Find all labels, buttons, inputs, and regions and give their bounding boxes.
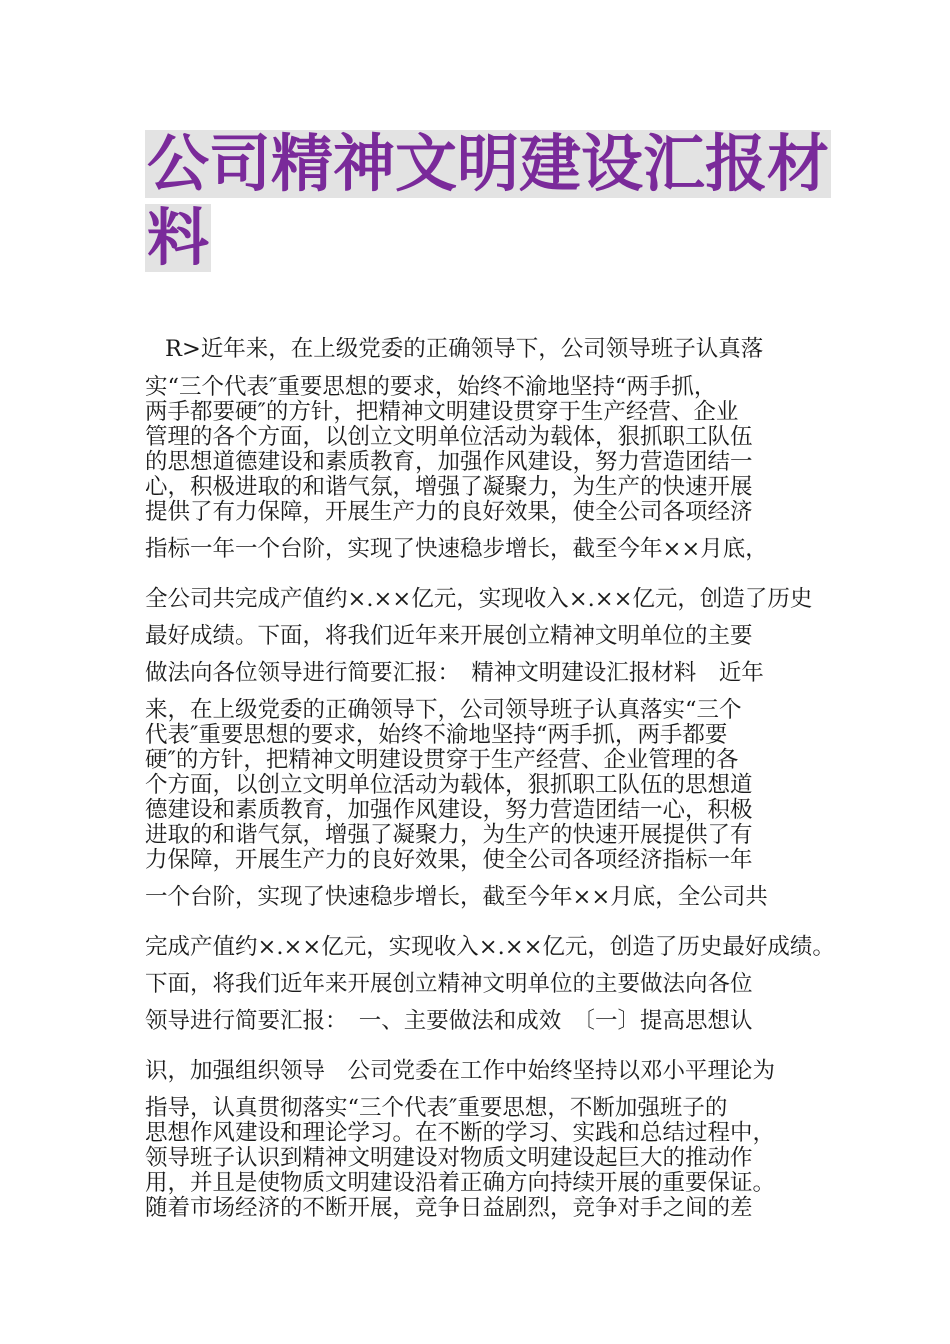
title-line-2: 料 [147, 201, 210, 274]
body-line: 硬″的方针，把精神文明建设贯穿于生产经营、企业管理的各 [145, 747, 739, 773]
body-line: 做法向各位领导进行简要汇报： 精神文明建设汇报材料 近年 [145, 660, 764, 686]
body-line: 管理的各个方面，以创立文明单位活动为载体，狠抓职工队伍 [145, 424, 753, 450]
body-line: 指标一年一个台阶，实现了快速稳步增长，截至今年××月底， [145, 536, 768, 562]
body-line: 一个台阶，实现了快速稳步增长，截至今年××月底，全公司共 [145, 884, 768, 910]
title-line-1: 公司精神文明建设汇报材 [147, 127, 830, 200]
body-line: R>近年来，在上级党委的正确领导下，公司领导班子认真落 [165, 336, 764, 362]
body-line: 全公司共完成产值约×.××亿元，实现收入×.××亿元，创造了历史 [145, 586, 813, 612]
body-line: 识，加强组织领导 公司党委在工作中始终坚持以邓小平理论为 [145, 1058, 776, 1084]
body-line: 个方面，以创立文明单位活动为载体，狠抓职工队伍的思想道 [145, 772, 753, 798]
body-line: 最好成绩。下面，将我们近年来开展创立精神文明单位的主要 [145, 623, 753, 649]
body-line: 的思想道德建设和素质教育，加强作风建设，努力营造团结一 [145, 449, 753, 475]
document-title [145, 127, 830, 274]
body-line: 进取的和谐气氛，增强了凝聚力，为生产的快速开展提供了有 [145, 822, 753, 848]
body-line: 来，在上级党委的正确领导下，公司领导班子认真落实“三个 [145, 697, 742, 723]
body-line: 德建设和素质教育，加强作风建设，努力营造团结一心，积极 [145, 797, 753, 823]
body-line: 领导班子认识到精神文明建设对物质文明建设起巨大的推动作 [145, 1145, 753, 1171]
body-line: 两手都要硬″的方针，把精神文明建设贯穿于生产经营、企业 [145, 399, 739, 425]
body-line: 领导进行简要汇报： 一、主要做法和成效 〔一〕提高思想认 [145, 1008, 753, 1034]
body-line: 代表″重要思想的要求，始终不渝地坚持“两手抓，两手都要 [145, 722, 728, 748]
body-line: 实“三个代表″重要思想的要求，始终不渝地坚持“两手抓， [145, 374, 717, 400]
body-line: 提供了有力保障，开展生产力的良好效果，使全公司各项经济 [145, 499, 753, 525]
body-line: 用，并且是使物质文明建设沿着正确方向持续开展的重要保证。 [145, 1170, 776, 1196]
body-line: 思想作风建设和理论学习。在不断的学习、实践和总结过程中， [145, 1120, 776, 1146]
body-line: 完成产值约×.××亿元，实现收入×.××亿元，创造了历史最好成绩。 [145, 934, 835, 960]
body-line: 心，积极进取的和谐气氛，增强了凝聚力，为生产的快速开展 [145, 474, 753, 500]
body-line: 下面，将我们近年来开展创立精神文明单位的主要做法向各位 [145, 971, 753, 997]
body-line: 力保障，开展生产力的良好效果，使全公司各项经济指标一年 [145, 847, 753, 873]
body-line: 指导，认真贯彻落实“三个代表″重要思想，不断加强班子的 [145, 1095, 728, 1121]
body-line: 随着市场经济的不断开展，竞争日益剧烈，竞争对手之间的差 [145, 1195, 753, 1221]
